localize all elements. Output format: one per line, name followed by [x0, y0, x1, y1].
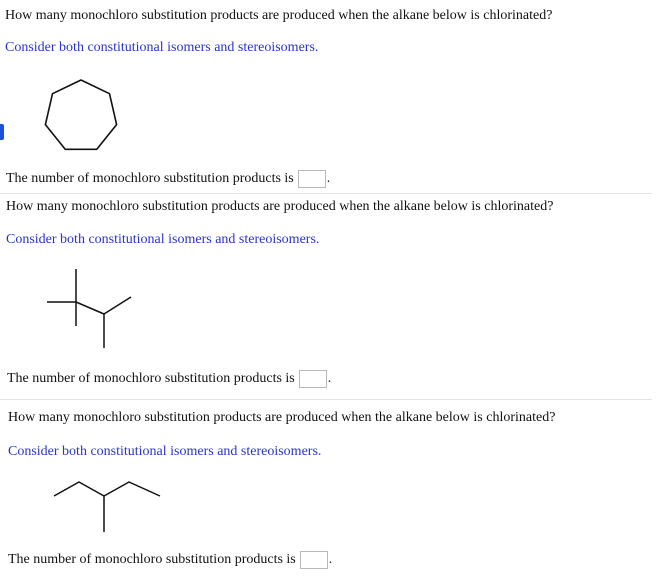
2,2,3-trimethylbutane-structure-icon — [44, 266, 136, 350]
question-1-answer-line — [6, 168, 330, 190]
question-3-answer-input[interactable] — [300, 551, 328, 569]
3-methylpentane-structure-icon — [52, 476, 164, 534]
cycloheptane-structure-icon — [40, 77, 124, 155]
divider — [0, 399, 652, 400]
question-2-period: . — [327, 371, 332, 386]
question-1-hint: Consider both constitutional isomers and stereoisomers. — [5, 40, 319, 55]
question-1-answer-label: The number of monochloro substitution products is — [6, 171, 294, 186]
question-2-prompt: How many monochloro substitution products are produced when the alkane below is chlorinated? — [6, 199, 554, 214]
question-3-period: . — [328, 552, 333, 567]
question-2-answer-label: The number of monochloro substitution products is — [7, 371, 295, 386]
divider — [0, 193, 652, 194]
question-2-hint: Consider both constitutional isomers and stereoisomers. — [6, 232, 320, 247]
question-1-answer-input[interactable] — [298, 170, 326, 188]
question-2-answer-line — [7, 368, 331, 390]
question-3-prompt: How many monochloro substitution products are produced when the alkane below is chlorinated? — [8, 410, 556, 425]
question-1-period: . — [326, 171, 331, 186]
question-1-prompt: How many monochloro substitution products are produced when the alkane below is chlorinated? — [5, 8, 553, 23]
question-3-answer-label: The number of monochloro substitution products is — [8, 552, 296, 567]
question-marker — [0, 124, 4, 140]
question-3-hint: Consider both constitutional isomers and stereoisomers. — [8, 444, 322, 459]
question-3-answer-line — [8, 549, 332, 571]
question-2-answer-input[interactable] — [299, 370, 327, 388]
